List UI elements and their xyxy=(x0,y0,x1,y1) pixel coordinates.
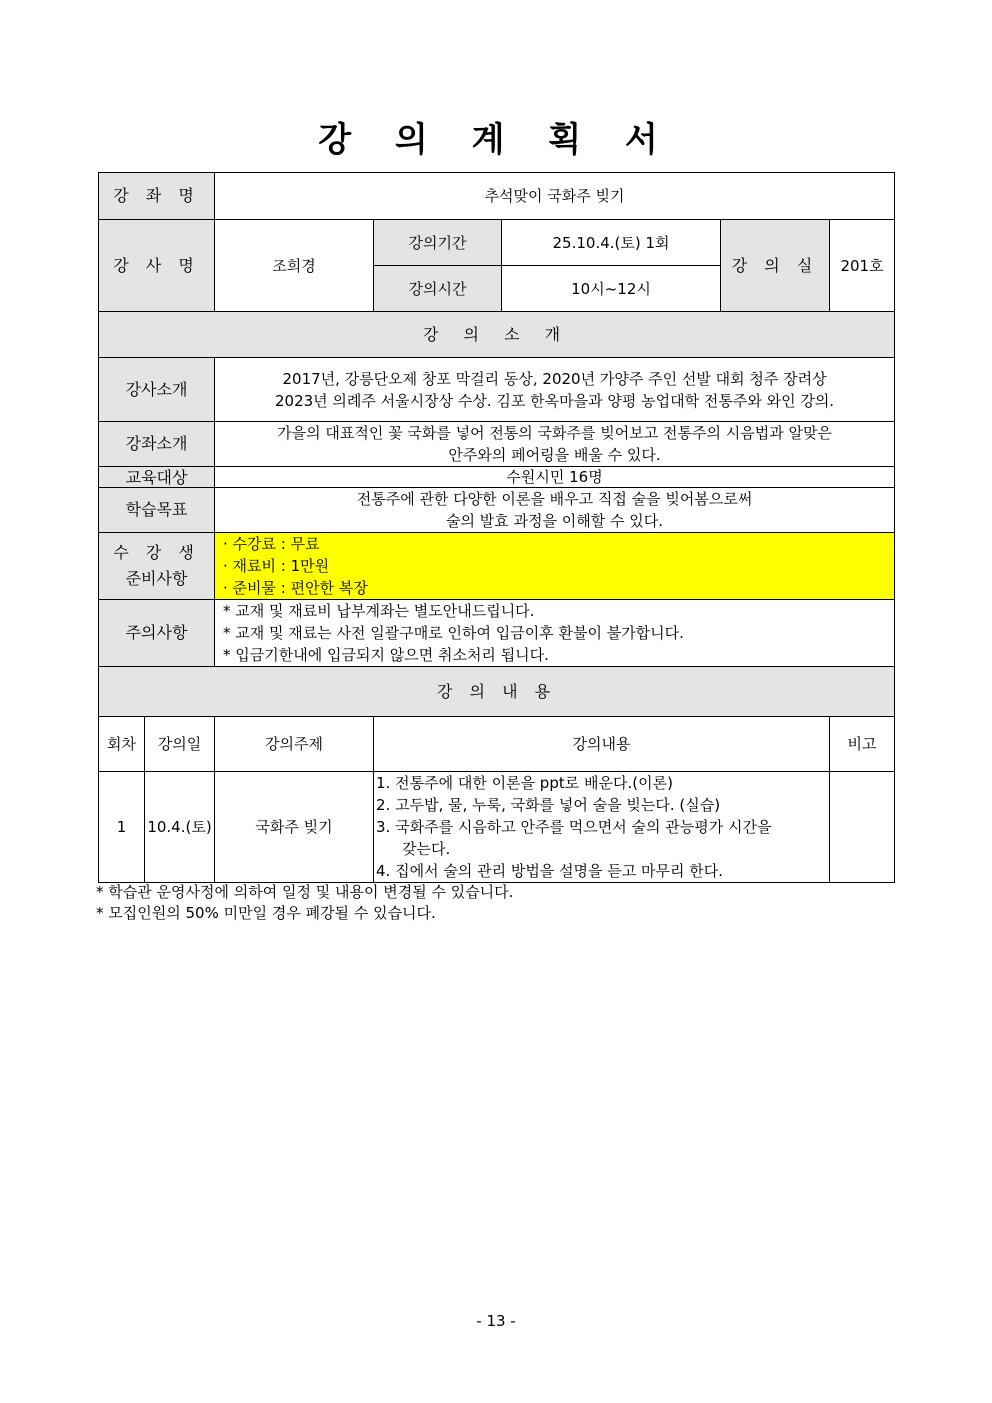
table-row xyxy=(99,772,895,883)
content-line: 갖는다. xyxy=(402,840,451,858)
instructor-value: 조희경 xyxy=(215,220,374,312)
schedule-header-topic: 강의주제 xyxy=(215,717,374,772)
notes-items xyxy=(215,600,895,667)
course-name-label: 강 좌 명 xyxy=(99,173,215,220)
instructor-intro-line: 2023년 의례주 서울시장상 수상. 김포 한옥마을과 양평 농업대학 전통주와 와인 강의. xyxy=(275,391,835,410)
schedule-header-content: 강의내용 xyxy=(374,717,830,772)
goal-text xyxy=(215,488,895,533)
footnotes xyxy=(96,882,513,924)
notes-label: 주의사항 xyxy=(99,600,215,667)
note-item: * 입금기한내에 입금되지 않으면 취소처리 됩니다. xyxy=(223,646,549,664)
content-line: 1. 전통주에 대한 이론을 ppt로 배운다.(이론) xyxy=(376,774,673,792)
room-label: 강 의 실 xyxy=(721,220,830,312)
course-intro-line: 안주와의 페어링을 배울 수 있다. xyxy=(448,446,661,464)
schedule-row-no: 1 xyxy=(99,772,145,883)
instructor-intro-line: 2017년, 강릉단오제 창포 막걸리 동상, 2020년 가양주 주인 선발 대회 청주 장려상 xyxy=(282,369,827,388)
instructor-intro-label: 강사소개 xyxy=(99,358,215,422)
lecture-plan-table xyxy=(98,172,895,883)
schedule-header-date: 강의일 xyxy=(145,717,215,772)
intro-section-header: 강 의 소 개 xyxy=(99,312,895,358)
note-item: * 교재 및 재료는 사전 일괄구매로 인하여 입금이후 환불이 불가합니다. xyxy=(223,624,684,642)
prep-label-line1: 수 강 생 xyxy=(113,543,200,562)
goal-line: 전통주에 관한 다양한 이론을 배우고 직접 술을 빚어봄으로써 xyxy=(356,490,753,508)
content-line: 2. 고두밥, 물, 누룩, 국화를 넣어 술을 빚는다. (실습) xyxy=(376,796,721,814)
room-value: 201호 xyxy=(830,220,895,312)
page-title: 강 의 계 획 서 xyxy=(318,120,674,160)
prep-label-line2: 준비사항 xyxy=(125,569,188,588)
footnote: * 학습관 운영사정에 의하여 일정 및 내용이 변경될 수 있습니다. xyxy=(96,883,514,901)
target-value: 수원시민 16명 xyxy=(215,467,895,488)
course-intro-label: 강좌소개 xyxy=(99,422,215,467)
page-number: - 13 - xyxy=(476,1312,516,1330)
time-value: 10시~12시 xyxy=(502,266,721,312)
content-line: 3. 국화주를 시음하고 안주를 먹으면서 술의 관능평가 시간을 xyxy=(376,818,772,836)
content-section-header: 강 의 내 용 xyxy=(99,667,895,717)
goal-label: 학습목표 xyxy=(99,488,215,533)
course-intro-line: 가을의 대표적인 꽃 국화를 넣어 전통의 국화주를 빚어보고 전통주의 시음법과 알맞은 xyxy=(277,424,832,442)
schedule-row-topic: 국화주 빚기 xyxy=(215,772,374,883)
instructor-label: 강 사 명 xyxy=(99,220,215,312)
goal-line: 술의 발효 과정을 이해할 수 있다. xyxy=(446,512,664,530)
period-label: 강의기간 xyxy=(374,220,502,266)
prep-item: · 준비물 : 편안한 복장 xyxy=(223,579,368,597)
schedule-header-no: 회차 xyxy=(99,717,145,772)
period-value: 25.10.4.(토) 1회 xyxy=(502,220,721,266)
target-label: 교육대상 xyxy=(99,467,215,488)
note-item: * 교재 및 재료비 납부계좌는 별도안내드립니다. xyxy=(223,602,535,620)
prep-item: · 수강료 : 무료 xyxy=(223,535,320,553)
prep-items xyxy=(215,533,895,600)
schedule-header-remark: 비고 xyxy=(830,717,895,772)
content-line: 4. 집에서 술의 관리 방법을 설명을 듣고 마무리 한다. xyxy=(376,862,724,880)
schedule-row-date: 10.4.(토) xyxy=(145,772,215,883)
course-name-value: 추석맞이 국화주 빚기 xyxy=(215,173,895,220)
schedule-row-content xyxy=(374,772,830,883)
footnote: * 모집인원의 50% 미만일 경우 폐강될 수 있습니다. xyxy=(96,904,436,922)
instructor-intro-text xyxy=(215,358,895,422)
time-label: 강의시간 xyxy=(374,266,502,312)
prep-item: · 재료비 : 1만원 xyxy=(223,557,330,575)
course-intro-text xyxy=(215,422,895,467)
prep-label xyxy=(99,533,215,600)
schedule-row-remark xyxy=(830,772,895,883)
